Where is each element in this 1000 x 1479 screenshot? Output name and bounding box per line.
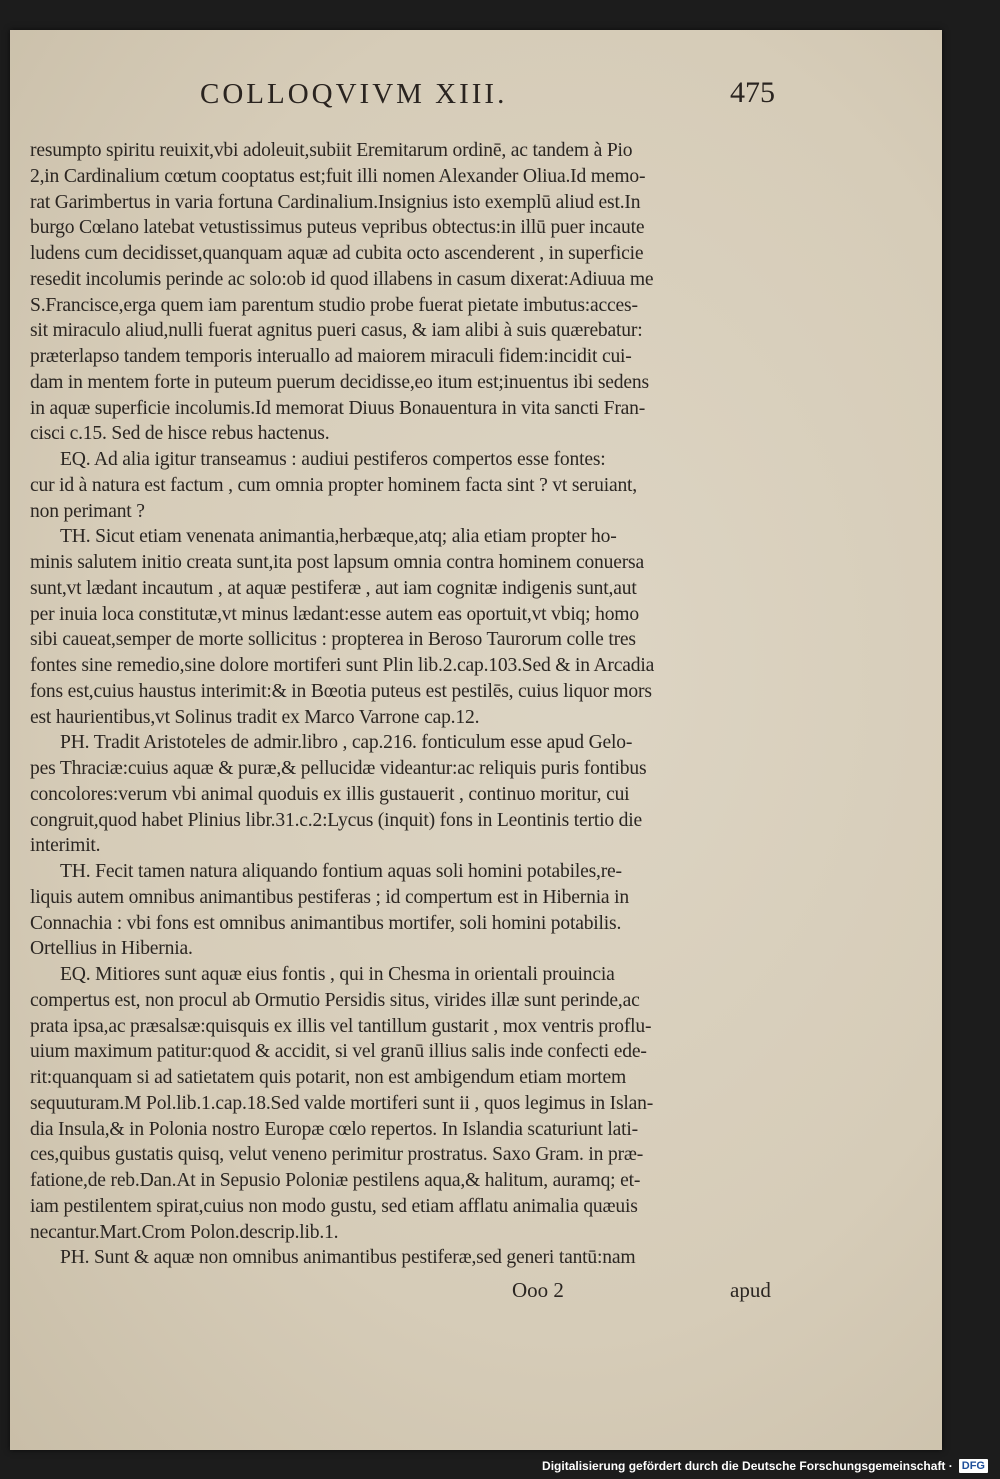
body-text [30, 138, 782, 1271]
speaker-line: EQ. Ad alia igitur transeamus : audiui pestiferos compertos esse fontes: [60, 449, 606, 470]
text-line: dam in mentem forte in puteum puerum decidisse,eo itum est;inuentus ibi sedens [30, 371, 649, 393]
text-line: rat Garimbertus in varia fortuna Cardinalium.Insignius isto exemplū aliud est.In [30, 191, 641, 213]
speaker-line: PH. Sunt & aquæ non omnibus animantibus pestiferæ,sed generi tantū:nam [60, 1247, 636, 1269]
page-number: 475 [730, 76, 775, 109]
text-line: minis salutem initio creata sunt,ita post lapsum omnia contra hominem conuersa [30, 552, 644, 573]
text-line: Connachia : vbi fons est omnibus animantibus mortifer, soli homini potabilis. [30, 912, 622, 934]
text-line: dia Insula,& in Polonia nostro Europæ cœlo repertos. In Islandia scaturiunt lati- [30, 1118, 638, 1140]
catchword: apud [730, 1278, 771, 1302]
text-line: ludens cum decidisset,quanquam aquæ ad cubita octo ascenderent , in superficie [30, 243, 644, 264]
text-line: necantur.Mart.Crom Polon.descrip.lib.1. [30, 1221, 339, 1243]
text-line: fons est,cuius haustus interimit:& in Bœotia puteus est pestilēs, cuius liquor mors [30, 680, 652, 702]
digitization-footer [542, 1456, 988, 1476]
speaker-line: PH. Tradit Aristoteles de admir.libro , cap.216. fonticulum esse apud Gelo- [60, 732, 633, 754]
text-line: interimit. [30, 835, 101, 857]
text-line: sit miraculo aliud,nulli fuerat agnitus pueri casus, & iam alibi à suis quærebatur: [30, 320, 643, 342]
footer-credit: Digitalisierung gefördert durch die Deutsche Forschungsgemeinschaft · [542, 1459, 953, 1473]
text-line: sequuturam.M Pol.lib.1.cap.18.Sed valde mortiferi sunt ii , quos legimus in Islan- [30, 1092, 654, 1114]
text-line: iam pestilentem spirat,cuius non modo gustu, sed etiam afflatu animalia quæuis [30, 1195, 638, 1217]
text-line: sunt,vt lædant incautum , at aquæ pestiferæ , aut iam cognitæ indigenis sunt,aut [30, 577, 637, 599]
text-line: resedit incolumis perinde ac solo:ob id quod illabens in casum dixerat:Adiuua me [30, 268, 654, 290]
text-line: præterlapso tandem temporis interuallo ad maiorem miraculi fidem:incidit cui- [30, 346, 632, 367]
text-line: burgo Cœlano latebat vetustissimus puteus vepribus obtectus:in illū puer incaute [30, 217, 645, 239]
speaker-line: TH. Sicut etiam venenata animantia,herbæque,atq; alia etiam propter ho- [60, 526, 617, 548]
text-line: sibi caueat,semper de morte sollicitus : propterea in Beroso Taurorum colle tres [30, 629, 636, 651]
text-line: Ortellius in Hibernia. [30, 938, 193, 960]
dfg-logo-icon: DFG [959, 1459, 988, 1473]
text-line: cur id à natura est factum , cum omnia propter hominem facta sint ? vt seruiant, [30, 474, 637, 496]
text-line: est haurientibus,vt Solinus tradit ex Marco Varrone cap.12. [30, 706, 480, 728]
text-line: cisci c.15. Sed de hisce rebus hactenus. [30, 423, 330, 445]
text-line: rit:quanquam si ad satietatem quis potarit, non est ambigendum etiam mortem [30, 1067, 627, 1088]
text-line: non perimant ? [30, 500, 145, 522]
text-line: pes Thraciæ:cuius aquæ & puræ,& pellucidæ videantur:ac reliquis puris fontibus [30, 758, 647, 779]
text-line: in aquæ superficie incolumis.Id memorat Diuus Bonauentura in vita sancti Fran- [30, 397, 646, 419]
speaker-line: TH. Fecit tamen natura aliquando fontium aquas soli homini potabiles,re- [60, 861, 622, 882]
text-line: congruit,quod habet Plinius libr.31.c.2:Lycus (inquit) fons in Leontinis tertio die [30, 809, 642, 831]
text-line: per inuia loca constitutæ,vt minus lædant:esse autem eas oportuit,vt vbiq; homo [30, 603, 639, 625]
text-line: uium maximum patitur:quod & accidit, si vel granū illius salis inde confecti ede- [30, 1041, 647, 1063]
text-line: prata ipsa,ac præsalsæ:quisquis ex illis vel tantillum gustarit , mox ventris proflu- [30, 1015, 652, 1037]
text-line: liquis autem omnibus animantibus pestiferas ; id compertum est in Hibernia in [30, 886, 629, 908]
text-line: ces,quibus gustatis quisq, velut veneno perimitur prostratus. Saxo Gram. in præ- [30, 1144, 644, 1166]
text-line: fontes sine remedio,sine dolore mortiferi sunt Plin lib.2.cap.103.Sed & in Arcadia [30, 655, 655, 676]
speaker-line: EQ. Mitiores sunt aquæ eius fontis , qui in Chesma in orientali prouincia [60, 964, 615, 985]
text-line: resumpto spiritu reuixit,vbi adoleuit,subiit Eremitarum ordinē, ac tandem à Pio [30, 140, 633, 161]
text-line: concolores:verum vbi animal quoduis ex illis gustauerit , continuo moritur, cui [30, 783, 630, 805]
running-header: COLLOQVIVM XIII. [200, 78, 508, 110]
text-line: 2,in Cardinalium cœtum cooptatus est;fuit illi nomen Alexander Oliua.Id memo- [30, 165, 646, 187]
text-line: fatione,de reb.Dan.At in Sepusio Poloniæ pestilens aqua,& halitum, auramq; et- [30, 1170, 641, 1191]
text-line: compertus est, non procul ab Ormutio Persidis situs, virides illæ sunt perinde,ac [30, 989, 640, 1011]
text-line: S.Francisce,erga quem iam parentum studio probe fuerat pietate imbutus:acces- [30, 294, 638, 316]
signature-mark: Ooo 2 [512, 1278, 564, 1302]
